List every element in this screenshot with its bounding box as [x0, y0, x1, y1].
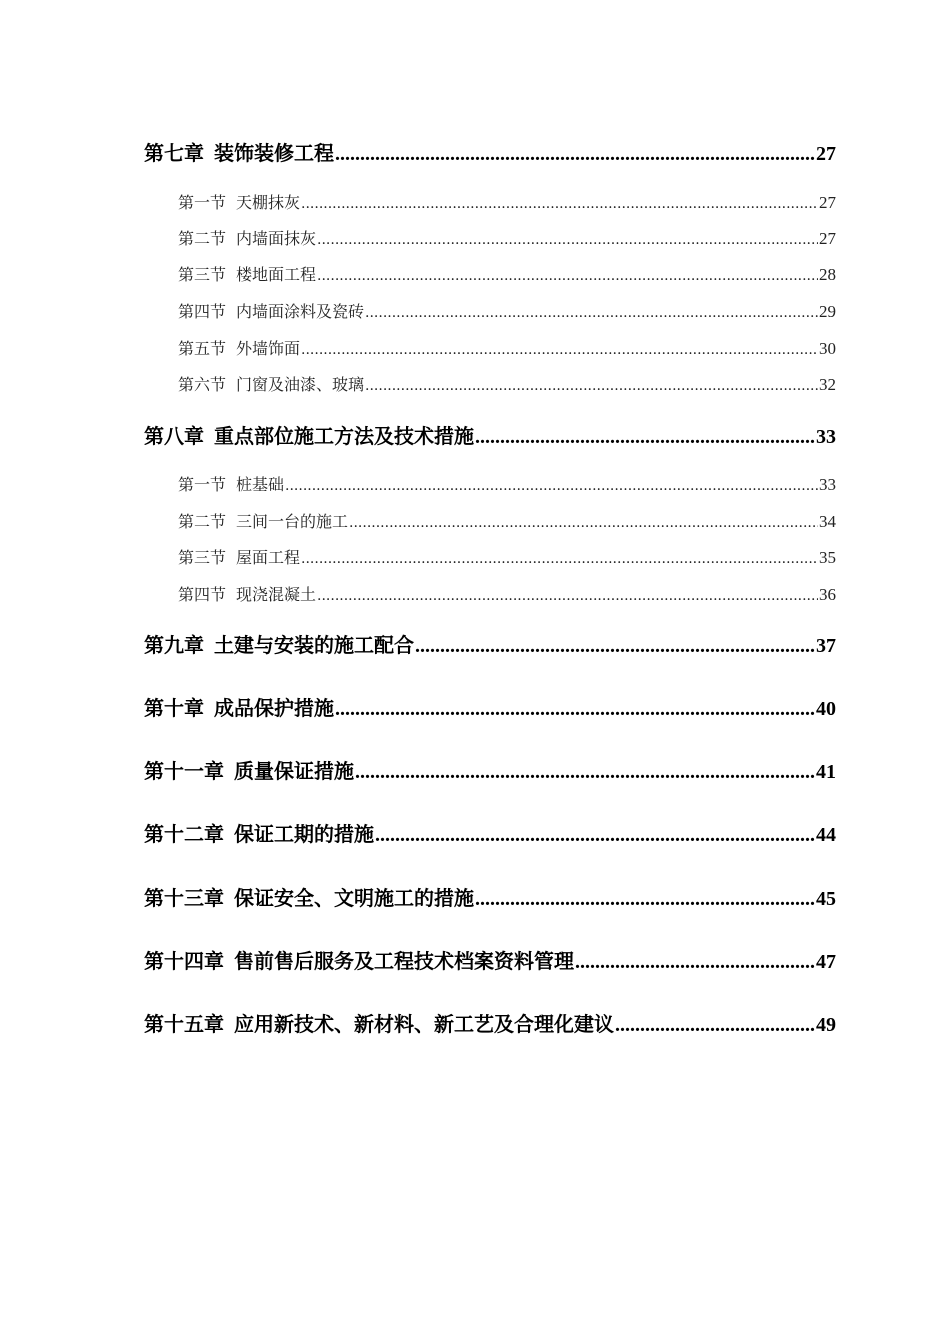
toc-entry-title: 门窗及油漆、玻璃	[236, 375, 365, 394]
toc-entry-title: 保证安全、文明施工的措施	[234, 886, 474, 910]
toc-entry-label	[178, 582, 316, 605]
toc-entry-title: 三间一台的施工	[236, 512, 349, 531]
toc-chapter-11[interactable]	[144, 755, 836, 784]
toc-entry-number: 第十一章	[144, 759, 224, 783]
toc-chapter-13[interactable]	[144, 882, 836, 911]
toc-entry-label	[144, 137, 334, 166]
dot-leader	[575, 949, 815, 974]
dot-leader	[375, 822, 815, 847]
dot-leader	[365, 378, 818, 394]
toc-entry-title: 内墙面涂料及瓷砖	[236, 302, 365, 321]
toc-page-number: 27	[819, 193, 836, 212]
toc-entry-number: 第三节	[178, 265, 227, 284]
toc-page-number: 35	[819, 548, 836, 567]
toc-section-8-4[interactable]	[178, 582, 836, 605]
toc-entry-number: 第一节	[178, 475, 227, 494]
toc-entry-title: 保证工期的措施	[234, 822, 374, 846]
toc-entry-number: 第九章	[144, 633, 204, 657]
toc-section-7-5[interactable]	[178, 336, 836, 359]
toc-entry-label	[144, 629, 414, 658]
dot-leader	[475, 886, 815, 911]
dot-leader	[285, 478, 818, 494]
toc-page-number: 27	[816, 143, 836, 165]
toc-entry-label	[144, 755, 354, 784]
toc-entry-title: 重点部位施工方法及技术措施	[214, 424, 474, 448]
toc-entry-label	[144, 1008, 614, 1037]
toc-entry-number: 第一节	[178, 193, 227, 212]
toc-page-number: 44	[816, 824, 836, 846]
toc-entry-label	[178, 299, 364, 322]
dot-leader	[317, 232, 818, 248]
dot-leader	[301, 551, 818, 567]
toc-page-number: 45	[816, 888, 836, 910]
toc-entry-label	[178, 372, 364, 395]
toc-entry-number: 第十五章	[144, 1012, 224, 1036]
toc-entry-label	[178, 472, 284, 495]
toc-entry-label	[144, 818, 374, 847]
toc-chapter-15[interactable]	[144, 1008, 836, 1037]
toc-page-number: 37	[816, 635, 836, 657]
toc-page-number: 33	[816, 426, 836, 448]
toc-page-number: 27	[819, 229, 836, 248]
toc-entry-number: 第三节	[178, 548, 227, 567]
toc-entry-label	[178, 226, 316, 249]
toc-entry-title: 装饰装修工程	[214, 141, 334, 165]
toc-page-number: 47	[816, 951, 836, 973]
toc-entry-title: 现浇混凝土	[236, 585, 317, 604]
toc-entry-title: 楼地面工程	[236, 265, 317, 284]
toc-entry-label	[178, 545, 300, 568]
toc-section-8-2[interactable]	[178, 509, 836, 532]
toc-entry-label	[144, 420, 474, 449]
toc-entry-label	[144, 692, 334, 721]
dot-leader	[365, 305, 818, 321]
dot-leader	[475, 424, 815, 449]
toc-entry-title: 成品保护措施	[214, 696, 334, 720]
toc-entry-number: 第五节	[178, 339, 227, 358]
dot-leader	[615, 1012, 815, 1037]
toc-entry-title: 内墙面抹灰	[236, 229, 317, 248]
toc-entry-title: 天棚抹灰	[236, 193, 301, 212]
toc-section-8-3[interactable]	[178, 545, 836, 568]
toc-entry-number: 第六节	[178, 375, 227, 394]
toc-chapter-7[interactable]	[144, 137, 836, 166]
toc-entry-title: 土建与安装的施工配合	[214, 633, 414, 657]
toc-entry-label	[178, 509, 348, 532]
toc-entry-number: 第四节	[178, 302, 227, 321]
toc-entry-number: 第八章	[144, 424, 204, 448]
toc-entry-number: 第四节	[178, 585, 227, 604]
toc-chapter-14[interactable]	[144, 945, 836, 974]
dot-leader	[415, 633, 815, 658]
toc-section-7-1[interactable]	[178, 190, 836, 213]
toc-page-number: 32	[819, 375, 836, 394]
toc-entry-number: 第二节	[178, 229, 227, 248]
toc-page-number: 49	[816, 1014, 836, 1036]
dot-leader	[301, 196, 818, 212]
toc-page-number: 36	[819, 585, 836, 604]
toc-section-7-6[interactable]	[178, 372, 836, 395]
toc-entry-number: 第十三章	[144, 886, 224, 910]
dot-leader	[317, 588, 818, 604]
toc-entry-number: 第十章	[144, 696, 204, 720]
toc-chapter-8[interactable]	[144, 420, 836, 449]
toc-page-number: 28	[819, 265, 836, 284]
toc-entry-label	[144, 882, 474, 911]
toc-section-7-2[interactable]	[178, 226, 836, 249]
toc-entry-label	[178, 190, 300, 213]
dot-leader	[317, 268, 818, 284]
toc-entry-title: 质量保证措施	[234, 759, 354, 783]
toc-page-number: 40	[816, 698, 836, 720]
toc-page-number: 34	[819, 512, 836, 531]
toc-chapter-10[interactable]	[144, 692, 836, 721]
toc-entry-label	[144, 945, 574, 974]
dot-leader	[301, 342, 818, 358]
dot-leader	[349, 515, 818, 531]
toc-entry-title: 外墙饰面	[236, 339, 301, 358]
toc-entry-number: 第七章	[144, 141, 204, 165]
toc-entry-title: 屋面工程	[236, 548, 301, 567]
toc-page-number: 41	[816, 761, 836, 783]
toc-entry-title: 售前售后服务及工程技术档案资料管理	[234, 949, 574, 973]
toc-entry-number: 第十二章	[144, 822, 224, 846]
dot-leader	[355, 759, 815, 784]
toc-entry-title: 桩基础	[236, 475, 285, 494]
toc-entry-number: 第十四章	[144, 949, 224, 973]
toc-section-8-1[interactable]	[178, 472, 836, 495]
toc-entry-number: 第二节	[178, 512, 227, 531]
toc-chapter-12[interactable]	[144, 818, 836, 847]
toc-chapter-9[interactable]	[144, 629, 836, 658]
toc-page-number: 29	[819, 302, 836, 321]
toc-entry-label	[178, 336, 300, 359]
toc-section-7-3[interactable]	[178, 262, 836, 285]
dot-leader	[335, 696, 815, 721]
toc-section-7-4[interactable]	[178, 299, 836, 322]
dot-leader	[335, 141, 815, 166]
toc-page-number: 30	[819, 339, 836, 358]
toc-entry-title: 应用新技术、新材料、新工艺及合理化建议	[234, 1012, 614, 1036]
toc-page-number: 33	[819, 475, 836, 494]
toc-entry-label	[178, 262, 316, 285]
